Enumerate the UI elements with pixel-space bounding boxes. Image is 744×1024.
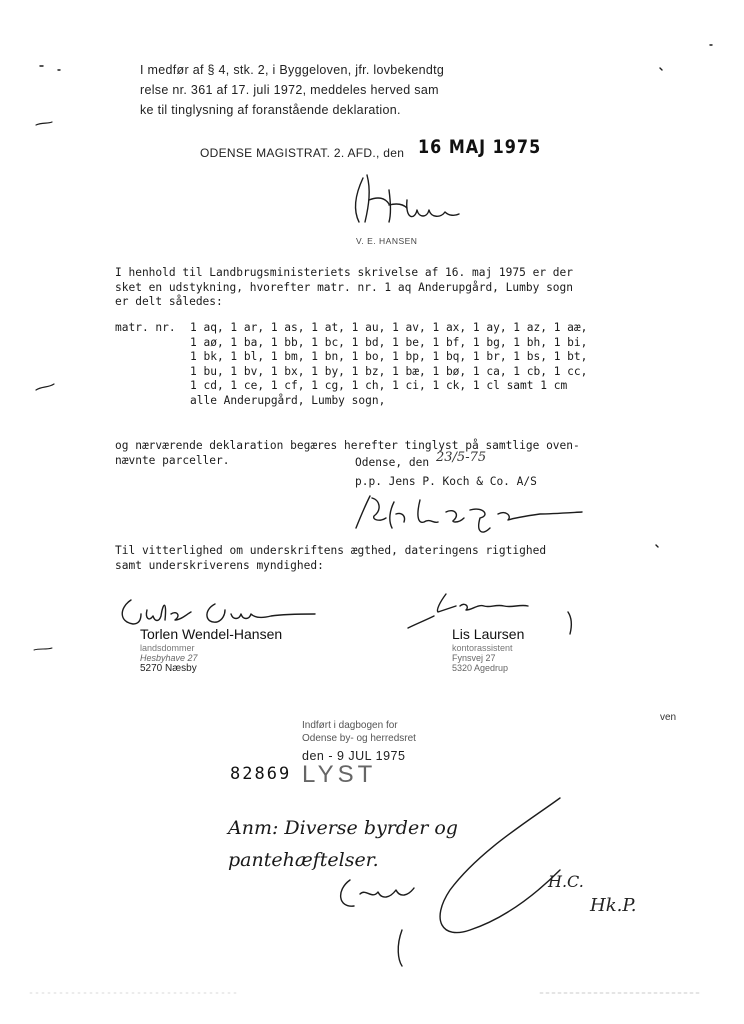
witness-2-city: 5320 Agedrup (452, 663, 509, 673)
initials-2: Hk.P. (590, 895, 637, 916)
signer-name: V. E. HANSEN (356, 236, 418, 246)
paragraph-line-3: er delt således: (115, 295, 223, 308)
registry-line-1: Indført i dagbogen for (302, 720, 398, 731)
witness-2-title: kontorassistent (452, 643, 513, 653)
registry-number: 82869 (230, 764, 292, 784)
witness-1-address: Hesbyhave 27 (140, 653, 198, 663)
matr-line-4: 1 bu, 1 bv, 1 bx, 1 by, 1 bz, 1 bæ, 1 bø, 1 ca, 1 cb, 1 cc, (190, 364, 588, 378)
witness-line-2: samt underskriverens myndighed: (115, 558, 324, 572)
registration-line-2: nævnte parceller. (115, 453, 230, 467)
authority-line-1: I medfør af § 4, stk. 2, i Byggeloven, jfr. lovbekendtg (140, 63, 445, 77)
handwritten-date: 23/5-75 (436, 450, 487, 465)
registry-date: den - 9 JUL 1975 (302, 749, 406, 763)
registry-lyst-stamp: LYST (302, 761, 377, 788)
matr-line-5: 1 cd, 1 ce, 1 cf, 1 cg, 1 ch, 1 ci, 1 ck, 1 cl samt 1 cm (190, 379, 568, 392)
margin-note: ven (660, 712, 677, 723)
authority-line-2: relse nr. 361 af 17. juli 1972, meddeles herved sam (140, 83, 439, 97)
place-date: Odense, den (355, 456, 430, 469)
witness-1-name: Torlen Wendel-Hansen (140, 626, 283, 642)
matr-line-6: alle Anderupgård, Lumby sogn, (190, 393, 386, 407)
initials-1: H.C. (548, 872, 584, 891)
matr-line-1: 1 aq, 1 ar, 1 as, 1 at, 1 au, 1 av, 1 ax, 1 ay, 1 az, 1 aæ, (190, 321, 588, 334)
company-line: p.p. Jens P. Koch & Co. A/S (355, 475, 537, 488)
matr-line-2: 1 aø, 1 ba, 1 bb, 1 bc, 1 bd, 1 be, 1 bf, 1 bg, 1 bh, 1 bi, (190, 335, 588, 349)
registration-line-1: og nærværende deklaration begæres herefter tinglyst på samtlige oven- (115, 439, 580, 452)
matr-label: matr. nr. (115, 321, 176, 334)
approval-date-stamp: 16 MAJ 1975 (418, 135, 542, 158)
magistrat-label: ODENSE MAGISTRAT. 2. AFD., den (200, 146, 405, 160)
witness-1-title: landsdommer (140, 643, 195, 653)
paragraph-line-2: sket en udstykning, hvorefter matr. nr. 1 aq Anderupgård, Lumby sogn (115, 280, 574, 294)
witness-2-name: Lis Laursen (452, 626, 525, 642)
handwritten-annotation: Anm: Diverse byrder og pantehæftelser. (228, 817, 458, 871)
witness-line-1: Til vitterlighed om underskriftens ægthed, dateringens rigtighed (115, 544, 547, 557)
witness-1-city: 5270 Næsby (140, 663, 197, 674)
matr-line-3: 1 bk, 1 bl, 1 bm, 1 bn, 1 bo, 1 bp, 1 bq, 1 br, 1 bs, 1 bt, (190, 350, 588, 363)
authority-line-3: ke til tinglysning af foranstående deklaration. (140, 103, 401, 117)
paragraph-line-1: I henhold til Landbrugsministeriets skrivelse af 16. maj 1975 er der (115, 266, 574, 279)
witness-2-address: Fynsvej 27 (452, 653, 496, 663)
registry-line-2: Odense by- og herredsret (302, 733, 416, 744)
